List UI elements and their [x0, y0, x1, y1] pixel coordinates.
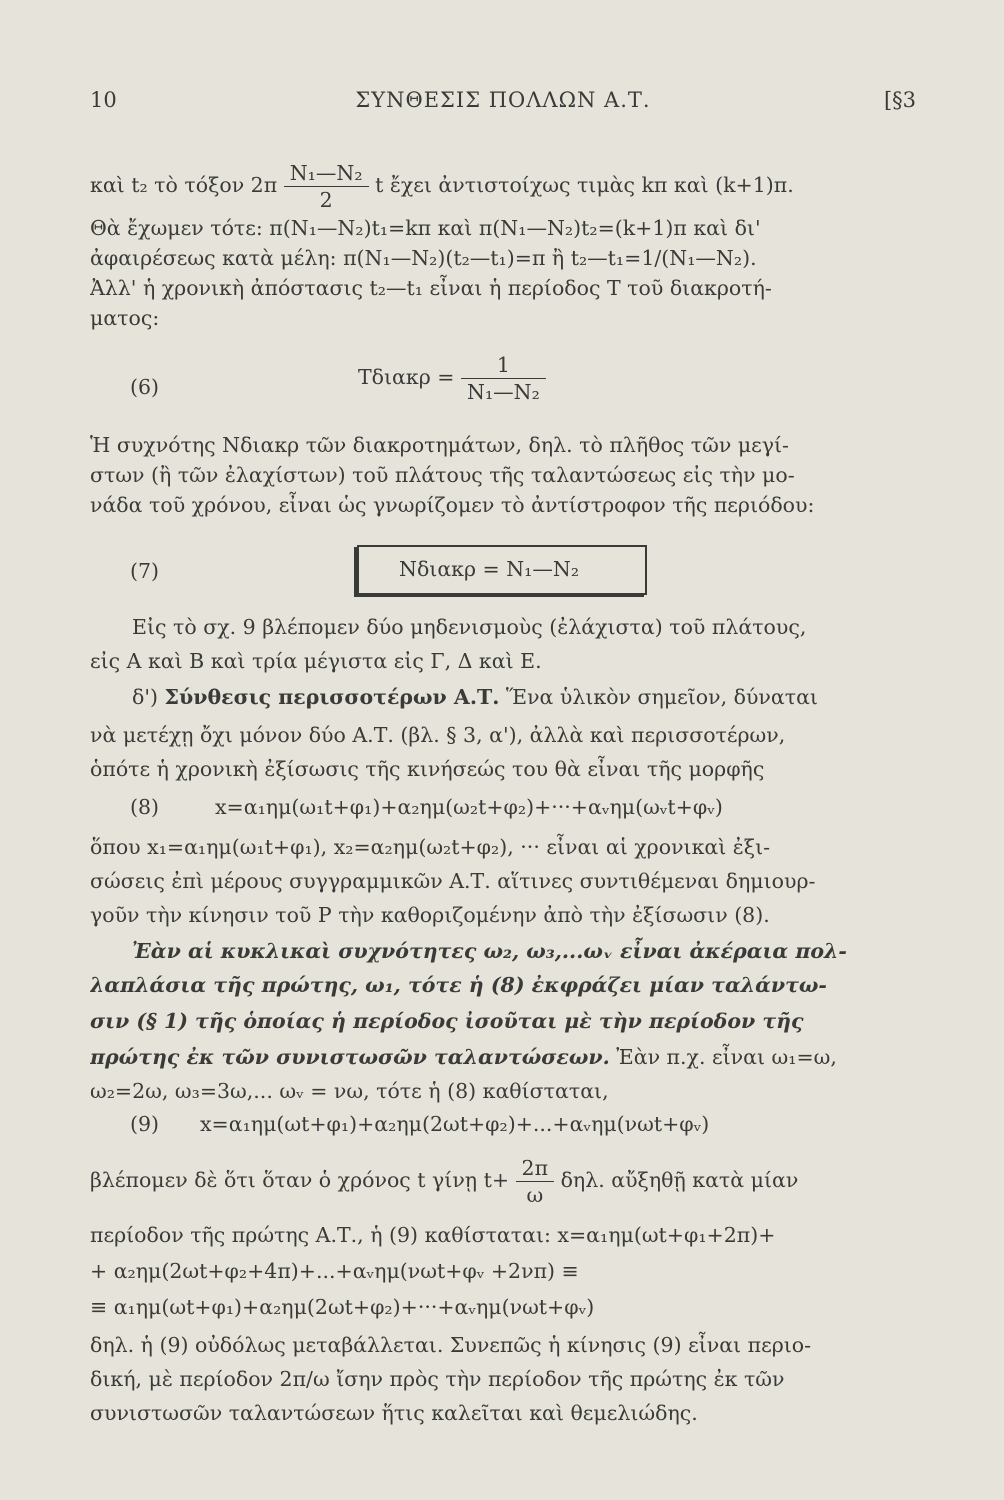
text-line: Εἰς τὸ σχ. 9 βλέπομεν δύο μηδενισμοὺς (ἐλάχιστα) τοῦ πλάτους, — [132, 615, 807, 639]
running-header — [90, 88, 916, 118]
equation-number: (9) — [130, 1112, 160, 1136]
text-line: σώσεις ἐπὶ μέρους συγγραμμικῶν Α.Τ. αἵτινες συντιθέμεναι δημιουρ- — [90, 869, 816, 893]
text-line: ≡ α₁ημ(ωt+φ₁)+α₂ημ(2ωt+φ₂)+···+αᵥημ(νωt+φᵥ) — [90, 1295, 595, 1319]
text-line: ἀφαιρέσεως κατὰ μέλη: π(N₁—N₂)(t₂—t₁)=π ἢ t₂—t₁=1/(N₁—N₂). — [90, 246, 757, 270]
text-line: ματος: — [90, 306, 160, 330]
text-line: βλέπομεν δὲ ὅτι ὅταν ὁ χρόνος t γίνῃ t+ $\frac{2\pi}{\omega}$ δηλ. αὔξηθῇ κατὰ μίαν — [90, 1156, 799, 1207]
text-line: στων (ἢ τῶν ἐλαχίστων) τοῦ πλάτους τῆς ταλαντώσεως εἰς τὴν μο- — [90, 463, 795, 487]
text-line: περίοδον τῆς πρώτης Α.Τ., ἡ (9) καθίσταται: x=α₁ημ(ωt+φ₁+2π)+ — [90, 1223, 776, 1247]
equation-6: Tδιακρ = $\frac{1}{\text{N₁—N₂}}$ — [358, 352, 546, 405]
subsection-title: Σύνθεσις περισσοτέρων Α.Τ. — [164, 685, 500, 709]
text-line: πρώτης ἐκ τῶν συνιστωσῶν ταλαντώσεων. Ἐὰν π.χ. εἶναι ω₁=ω, — [90, 1045, 837, 1069]
boxed-equation-7: Nδιακρ = N₁—N₂ — [357, 545, 647, 595]
page-number: 10 — [90, 88, 117, 112]
equation-9: x=α₁ημ(ωt+φ₁)+α₂ημ(2ωt+φ₂)+...+αᵥημ(νωt+φᵥ) — [200, 1112, 710, 1136]
text-line: ὁπότε ἡ χρονικὴ ἐξίσωσις τῆς κινήσεώς του θὰ εἶναι τῆς μορφῆς — [90, 757, 765, 781]
chapter-title: ΣΥΝΘΕΣΙΣ ΠΟΛΛΩΝ Α.Τ. — [355, 88, 651, 112]
text-line: νὰ μετέχῃ ὄχι μόνον δύο Α.Τ. (βλ. § 3, α'), ἀλλὰ καὶ περισσοτέρων, — [90, 723, 786, 747]
text-line: Ἀλλ' ἡ χρονικὴ ἀπόστασις t₂—t₁ εἶναι ἡ περίοδος T τοῦ διακροτή- — [90, 276, 772, 300]
italic-text-line: σιν (§ 1) τῆς ὁποίας ἡ περίοδος ἰσοῦται μὲ τὴν περίοδον τῆς — [90, 1009, 804, 1033]
text-line: δική, μὲ περίοδον 2π/ω ἴσην πρὸς τὴν περίοδον τῆς πρώτης ἐκ τῶν — [90, 1367, 785, 1391]
text-line: ω₂=2ω, ω₃=3ω,... ωᵥ = νω, τότε ἡ (8) καθίσταται, — [90, 1079, 609, 1103]
equation-number: (6) — [130, 375, 160, 399]
text-line: νάδα τοῦ χρόνου, εἶναι ὡς γνωρίζομεν τὸ ἀντίστροφον τῆς περιόδου: — [90, 493, 815, 517]
italic-text-line: λαπλάσια τῆς πρώτης, ω₁, τότε ἡ (8) ἐκφράζει μίαν ταλάντω- — [90, 973, 827, 997]
italic-text-line: Ἐὰν αἱ κυκλικαὶ συχνότητες ω₂, ω₃,...ωᵥ εἶναι ἀκέραια πολ- — [132, 939, 847, 963]
equation-number: (7) — [130, 559, 160, 583]
fraction: $\frac{\text{N₁—N₂}}{2}$ — [284, 160, 369, 213]
section-marker: [§3 — [883, 88, 916, 112]
text-line: γοῦν τὴν κίνησιν τοῦ P τὴν καθοριζομένην ἀπὸ τὴν ἐξίσωσιν (8). — [90, 903, 770, 927]
text-line: Ἡ συχνότης Nδιακρ τῶν διακροτημάτων, δηλ. τὸ πλῆθος τῶν μεγί- — [90, 433, 789, 457]
fraction: $\frac{1}{\text{N₁—N₂}}$ — [461, 352, 546, 405]
equation-number: (8) — [130, 795, 160, 819]
text-line: ὅπου x₁=α₁ημ(ω₁t+φ₁), x₂=α₂ημ(ω₂t+φ₂), ··· εἶναι αἱ χρονικαὶ ἐξι- — [90, 835, 771, 859]
text-line: καὶ t₂ τὸ τόξον 2π $\frac{\text{N₁—N₂}}{2}$ t ἔχει ἀντιστοίχως τιμὰς kπ καὶ (k+1)π. — [90, 161, 794, 212]
subsection-heading-line: δ') Σύνθεσις περισσοτέρων Α.Τ. Ἕνα ὑλικὸν σημεῖον, δύναται — [132, 685, 818, 709]
fraction: $\frac{2\pi}{\omega}$ — [516, 1155, 555, 1208]
text-line: εἰς A καὶ B καὶ τρία μέγιστα εἰς Γ, Δ καὶ E. — [90, 649, 542, 673]
text-line: δηλ. ἡ (9) οὐδόλως μεταβάλλεται. Συνεπῶς ἡ κίνησις (9) εἶναι περιο- — [90, 1333, 812, 1357]
text-line: + α₂ημ(2ωt+φ₂+4π)+...+αᵥημ(νωt+φᵥ +2νπ) ≡ — [90, 1259, 579, 1283]
text-line: συνιστωσῶν ταλαντώσεων ἥτις καλεῖται καὶ θεμελιώδης. — [90, 1401, 698, 1425]
equation-8: x=α₁ημ(ω₁t+φ₁)+α₂ημ(ω₂t+φ₂)+···+αᵥημ(ωᵥt+φᵥ) — [215, 795, 723, 819]
text-line: Θὰ ἔχωμεν τότε: π(N₁—N₂)t₁=kπ καὶ π(N₁—N₂)t₂=(k+1)π καὶ δι' — [90, 216, 761, 240]
